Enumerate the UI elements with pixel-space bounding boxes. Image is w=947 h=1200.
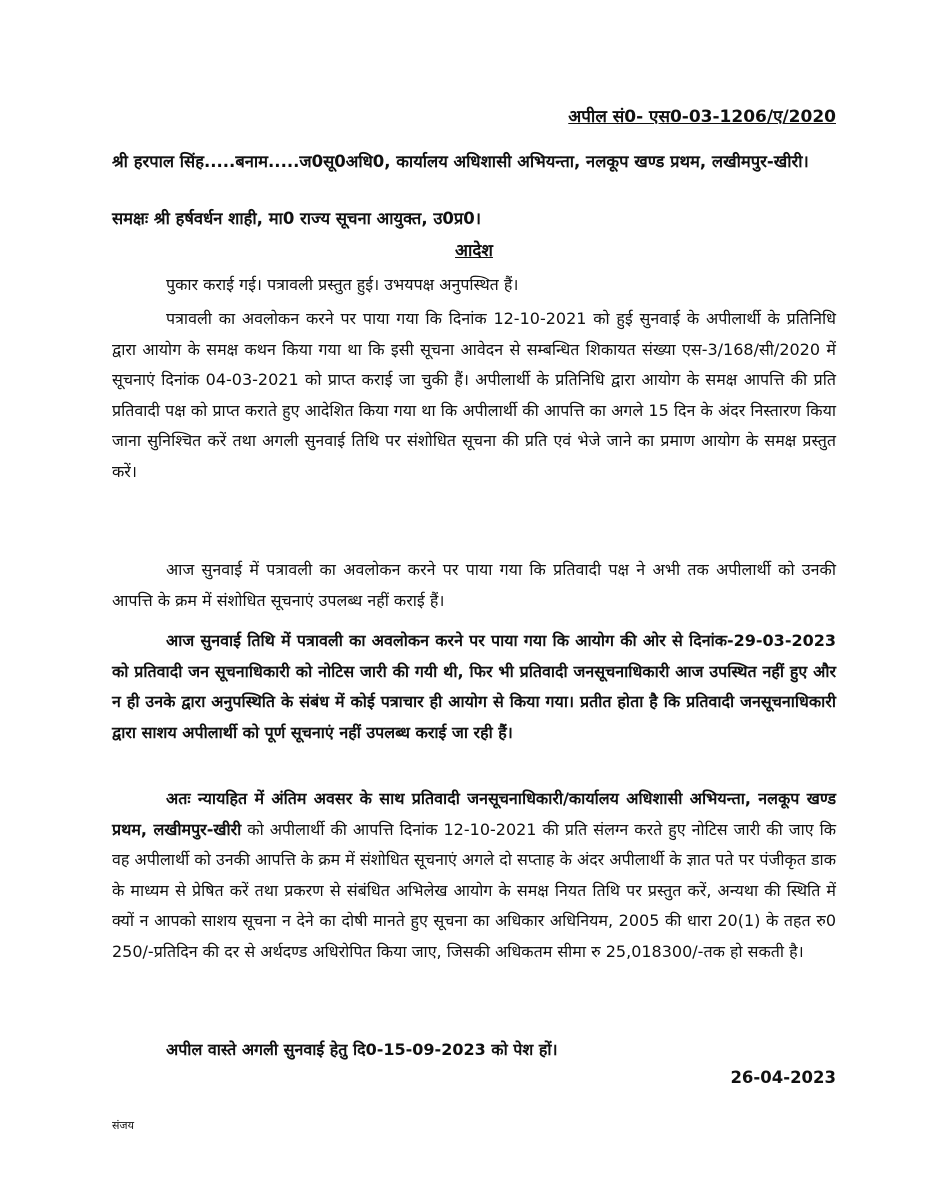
paragraph-current-hearing: आज सुनवाई में पत्रावली का अवलोकन करने पर पाया गया कि प्रतिवादी पक्ष ने अभी तक अपीलार्थी को उनकी आपत्ति के क्रम में संशोधित सूचनाएं उपलब्ध नहीं कराई हैं। — [112, 560, 836, 610]
paragraph-notice-status: आज सुनवाई तिथि में पत्रावली का अवलोकन करने पर पाया गया कि आयोग की ओर से दिनांक-29-03-2023 को प्रतिवादी जन सूचनाधिकारी को नोटिस जारी की गयी थी, फिर भी प्रतिवादी जनसूचनाधिकारी आज उपस्थित नहीं हुए और न ही उनके द्वारा अनुपस्थिति के संबंध में कोई पत्राचार ही आयोग से किया गया। प्रतीत होता है कि प्रतिवादी जनसूचनाधिकारी द्वारा साशय अपीलार्थी को पूर्ण सूचनाएं नहीं उपलब्ध कराई जा रही हैं। — [112, 631, 836, 742]
paragraph-final-opportunity-rest: को अपीलार्थी की आपत्ति दिनांक 12-10-2021 की प्रति संलग्न करते हुए नोटिस जारी की जाए कि वह अपीलार्थी को उनकी आपत्ति के क्रम में संशोधित सूचनाएं अगले दो सप्ताह के अंदर अपीलार्थी के ज्ञात पते पर पंजीकृत डाक के माध्यम से प्रेषित करें तथा प्रकरण से संबंधित अभिलेख आयोग के समक्ष नियत तिथि पर प्रस्तुत करें, अन्यथा की स्थिति में क्यों न आपको साशय सूचना न देने का दोषी मानते हुए सूचना का अधिकार अधिनियम, 2005 की धारा 20(1) के तहत रु0 250/-प्रतिदिन की दर से अर्थदण्ड अधिरोपित किया जाए, जिसकी अधिकतम सीमा रु 25,018300/-तक हो सकती है। — [112, 819, 837, 961]
document-page — [112, 0, 836, 1200]
paragraph-proceedings: पुकार कराई गई। पत्रावली प्रस्तुत हुई। उभयपक्ष अनुपस्थित हैं। — [166, 275, 519, 294]
order-heading-text: आदेश — [455, 241, 493, 261]
paragraph-next-hearing: अपील वास्ते अगली सुनवाई हेतु दि0-15-09-2023 को पेश हों। — [166, 1040, 558, 1059]
paragraph-previous-hearing: पत्रावली का अवलोकन करने पर पाया गया कि दिनांक 12-10-2021 को हुई सुनवाई के अपीलार्थी के प्रतिनिधि द्वारा आयोग के समक्ष कथन किया गया था कि इसी सूचना आवेदन से सम्बन्धित शिकायत संख्या एस-3/168/सी/2020 में सूचनाएं दिनांक 04-03-2021 को प्राप्त कराई जा चुकी हैं। अपीलार्थी के प्रतिनिधि द्वारा आयोग के समक्ष आपत्ति की प्रति प्रतिवादी पक्ष को प्राप्त कराते हुए आदेशित किया गया था कि अपीलार्थी की आपत्ति का अगले 15 दिन के अंदर निस्तारण किया जाना सुनिश्चित करें तथा अगली सुनवाई तिथि पर संशोधित सूचना की प्रति एवं भेजे जाने का प्रमाण आयोग के समक्ष प्रस्तुत करें। — [112, 309, 836, 481]
order-date: 26-04-2023 — [730, 1068, 836, 1087]
paragraph-final-opportunity-bold: अतः न्यायहित में अंतिम अवसर के साथ प्रतिवादी जनसूचनाधिकारी/कार्यालय अधिशासी अभियन्ता, नलकूप खण्ड प्रथम, लखीमपुर-खीरी — [112, 789, 836, 839]
clerk-signature: संजय — [112, 1119, 134, 1132]
case-parties: श्री हरपाल सिंह.....बनाम.....ज0सू0अधि0, कार्यालय अधिशासी अभियन्ता, नलकूप खण्ड प्रथम, लखीमपुर-खीरी। — [112, 152, 809, 171]
commissioner-line: समक्षः श्री हर्षवर्धन शाही, मा0 राज्य सूचना आयुक्त, उ0प्र0। — [112, 209, 481, 228]
paragraph-final-opportunity — [112, 784, 836, 967]
order-heading — [112, 238, 836, 261]
appeal-number: अपील सं0- एस0-03-1206/ए/2020 — [568, 107, 836, 127]
